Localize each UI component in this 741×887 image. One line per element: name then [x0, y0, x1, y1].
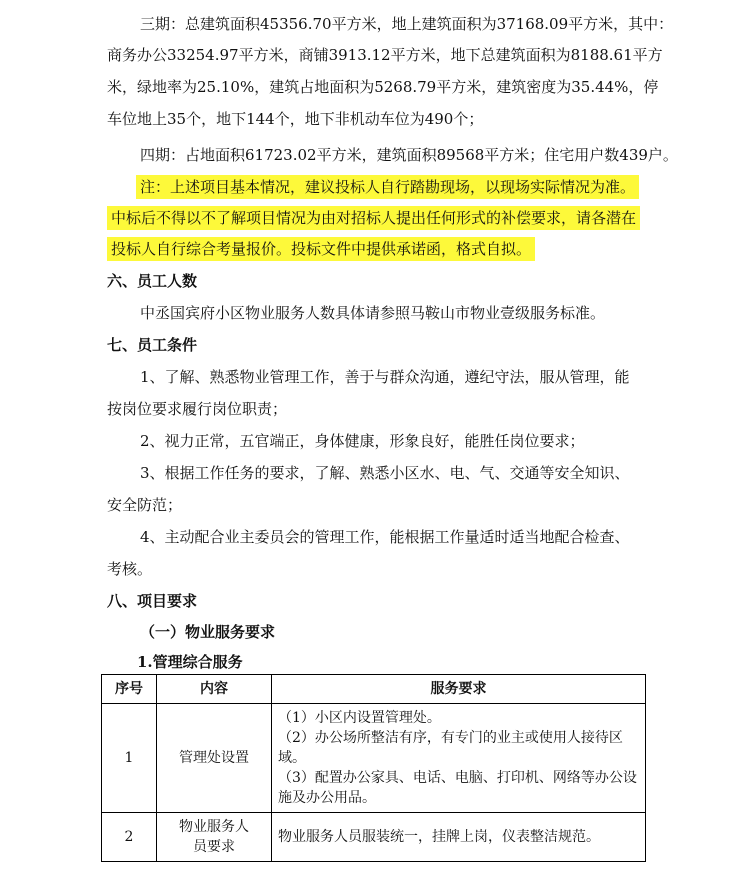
row1-req-item: （2）办公场所整洁有序，有专门的业主或使用人接待区域。: [278, 730, 623, 766]
phase4-paragraph: 四期：占地面积61723.02平方米，建筑面积89568平方米；住宅用户数439户。: [140, 146, 678, 164]
row1-requirements: [272, 704, 646, 813]
section7-item1-line1: 1、了解、熟悉物业管理工作，善于与群众沟通，遵纪守法，服从管理，能: [140, 368, 630, 386]
section7-item2: 2、视力正常，五官端正，身体健康，形象良好，能胜任岗位要求；: [140, 432, 585, 450]
row1-req-item: （3）配置办公家具、电话、电脑、打印机、网络等办公设施及办公用品。: [278, 770, 637, 806]
table-row: [102, 704, 646, 813]
row1-req-item: （1）小区内设置管理处。: [278, 710, 441, 726]
note-line3: 投标人自行综合考量报价。投标文件中提供承诺函，格式自拟。: [107, 237, 535, 261]
section7-item4-line2: 考核。: [107, 560, 153, 578]
section7-item4-line1: 4、主动配合业主委员会的管理工作，能根据工作量适时适当地配合检查、: [140, 528, 630, 546]
phase3-line1: 三期：总建筑面积45356.70平方米，地上建筑面积为37168.09平方米，其中：: [140, 15, 674, 33]
note-line1: 注：上述项目基本情况，建议投标人自行踏勘现场，以现场实际情况为准。: [136, 175, 639, 199]
phase3-line2: 商务办公33254.97平方米，商铺3913.12平方米，地下总建筑面积为8188.61平方: [107, 46, 663, 64]
section8-heading: 八、项目要求: [107, 592, 198, 610]
row2-req-item: 物业服务人员服装统一，挂牌上岗，仪表整洁规范。: [278, 829, 600, 845]
section8-subheading: （一）物业服务要求: [140, 623, 276, 641]
note-line2: 中标后不得以不了解项目情况为由对招标人提出任何形式的补偿要求，请各潜在: [107, 206, 640, 230]
section7-item3-line2: 安全防范；: [107, 496, 183, 514]
phase3-line3: 米，绿地率为25.10%，建筑占地面积为5268.79平方米，建筑密度为35.44%，停: [107, 78, 659, 96]
table-header-row: [102, 675, 646, 704]
header-requirements: 服务要求: [272, 675, 646, 704]
row2-content: 物业服务人员要求: [157, 813, 272, 862]
row2-requirements: [272, 813, 646, 862]
section6-text: 中丞国宾府小区物业服务人数具体请参照马鞍山市物业壹级服务标准。: [140, 304, 606, 322]
header-content: 内容: [157, 675, 272, 704]
section7-item3-line1: 3、根据工作任务的要求，了解、熟悉小区水、电、气、交通等安全知识、: [140, 464, 630, 482]
phase3-line4: 车位地上35个，地下144个，地下非机动车位为490个；: [107, 110, 484, 128]
section8-subsubheading: 1.管理综合服务: [137, 653, 243, 671]
section7-heading: 七、员工条件: [107, 336, 198, 354]
header-no: 序号: [102, 675, 157, 704]
section6-heading: 六、员工人数: [107, 272, 198, 290]
row1-content: 管理处设置: [157, 704, 272, 813]
table-row: [102, 813, 646, 862]
service-requirements-table: [101, 674, 646, 862]
row2-no: 2: [102, 813, 157, 862]
section7-item1-line2: 按岗位要求履行岗位职责；: [107, 400, 288, 418]
row1-no: 1: [102, 704, 157, 813]
